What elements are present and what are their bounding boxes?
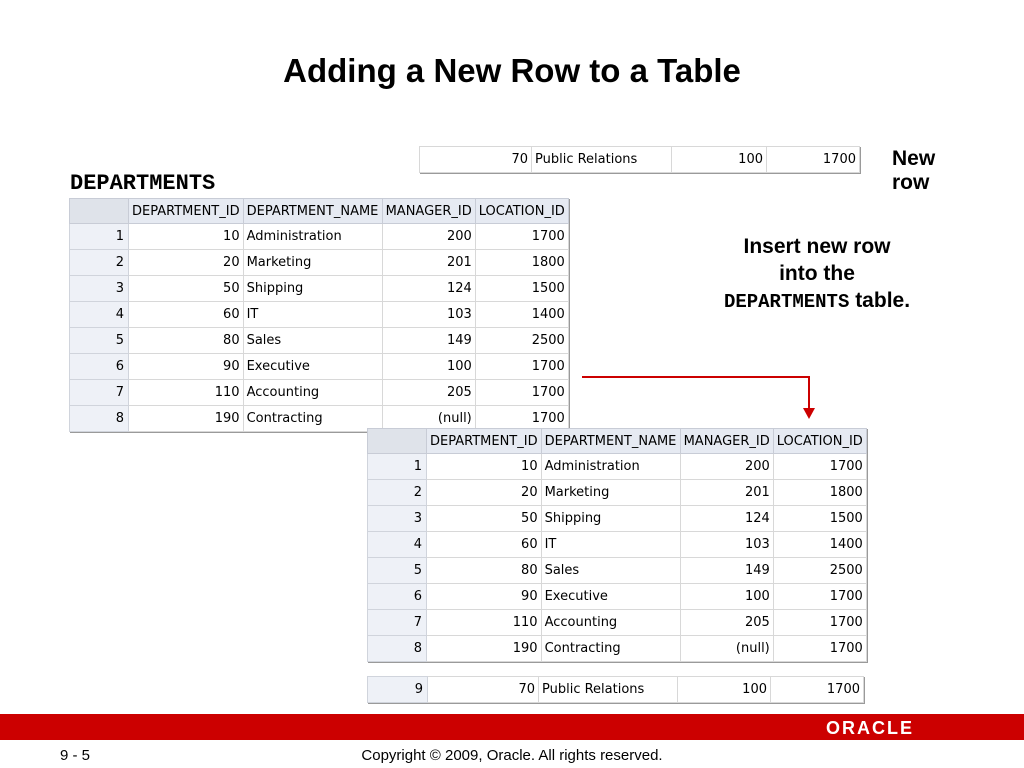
cell-manager-id: 100 xyxy=(672,147,767,173)
cell-location-id: 1800 xyxy=(773,480,866,506)
cell-department-id: 10 xyxy=(427,454,542,480)
footer-bar xyxy=(0,714,1024,740)
cell-department-id: 20 xyxy=(427,480,542,506)
row-number: 3 xyxy=(70,276,129,302)
cell-department-id: 70 xyxy=(428,677,539,703)
cell-department-id: 20 xyxy=(129,250,244,276)
cell-location-id: 1800 xyxy=(475,250,568,276)
cell-location-id: 1700 xyxy=(475,354,568,380)
cell-department-name: Shipping xyxy=(243,276,382,302)
cell-location-id: 1700 xyxy=(475,224,568,250)
cell-department-id: 10 xyxy=(129,224,244,250)
cell-department-name: Public Relations xyxy=(532,147,672,173)
cell-department-id: 190 xyxy=(129,406,244,432)
col-header-department-name: DEPARTMENT_NAME xyxy=(243,199,382,224)
cell-manager-id: 103 xyxy=(680,532,773,558)
row-number: 2 xyxy=(70,250,129,276)
cell-department-name: Administration xyxy=(243,224,382,250)
cell-manager-id: 124 xyxy=(382,276,475,302)
cell-location-id: 1700 xyxy=(771,677,864,703)
cell-manager-id: 100 xyxy=(680,584,773,610)
row-number: 1 xyxy=(70,224,129,250)
cell-department-name: Administration xyxy=(541,454,680,480)
cell-manager-id: 205 xyxy=(382,380,475,406)
row-number: 1 xyxy=(368,454,427,480)
new-row-label-line1: New xyxy=(892,147,936,170)
cell-department-name: Accounting xyxy=(541,610,680,636)
cell-department-name: IT xyxy=(243,302,382,328)
cell-department-id: 90 xyxy=(129,354,244,380)
cell-manager-id: 200 xyxy=(680,454,773,480)
cell-department-id: 80 xyxy=(129,328,244,354)
cell-location-id: 1400 xyxy=(475,302,568,328)
cell-location-id: 1700 xyxy=(475,380,568,406)
col-header-department-name: DEPARTMENT_NAME xyxy=(541,429,680,454)
cell-department-name: Marketing xyxy=(243,250,382,276)
col-header-manager-id: MANAGER_ID xyxy=(680,429,773,454)
row-number: 8 xyxy=(368,636,427,662)
cell-department-name: Marketing xyxy=(541,480,680,506)
cell-department-id: 60 xyxy=(427,532,542,558)
col-header-department-id: DEPARTMENT_ID xyxy=(129,199,244,224)
cell-department-id: 80 xyxy=(427,558,542,584)
insert-note-line2: into the xyxy=(779,262,855,285)
cell-location-id: 1700 xyxy=(773,636,866,662)
departments-label: DEPARTMENTS xyxy=(70,171,216,196)
cell-location-id: 1700 xyxy=(773,454,866,480)
cell-department-name: Executive xyxy=(541,584,680,610)
cell-location-id: 2500 xyxy=(773,558,866,584)
cell-department-name: Executive xyxy=(243,354,382,380)
cell-manager-id: (null) xyxy=(680,636,773,662)
cell-department-id: 50 xyxy=(129,276,244,302)
insert-note-suffix: table. xyxy=(849,289,911,312)
row-number: 5 xyxy=(70,328,129,354)
cell-department-id: 90 xyxy=(427,584,542,610)
cell-department-id: 60 xyxy=(129,302,244,328)
row-number: 2 xyxy=(368,480,427,506)
cell-department-name: Contracting xyxy=(243,406,382,432)
cell-department-id: 190 xyxy=(427,636,542,662)
col-header-manager-id: MANAGER_ID xyxy=(382,199,475,224)
col-header-location-id: LOCATION_ID xyxy=(475,199,568,224)
cell-manager-id: 205 xyxy=(680,610,773,636)
cell-manager-id: 201 xyxy=(382,250,475,276)
insert-note-table-name: DEPARTMENTS xyxy=(723,291,850,313)
row-number: 4 xyxy=(368,532,427,558)
cell-department-name: IT xyxy=(541,532,680,558)
cell-department-name: Public Relations xyxy=(539,677,678,703)
row-number: 4 xyxy=(70,302,129,328)
col-header-department-id: DEPARTMENT_ID xyxy=(427,429,542,454)
row-number: 5 xyxy=(368,558,427,584)
cell-manager-id: 149 xyxy=(382,328,475,354)
row-number: 6 xyxy=(70,354,129,380)
cell-location-id: 1500 xyxy=(773,506,866,532)
row-number: 9 xyxy=(368,677,428,703)
cell-department-id: 110 xyxy=(427,610,542,636)
cell-location-id: 1700 xyxy=(475,406,568,432)
cell-department-name: Sales xyxy=(541,558,680,584)
cell-location-id: 1500 xyxy=(475,276,568,302)
row-number: 8 xyxy=(70,406,129,432)
copyright: Copyright © 2009, Oracle. All rights reserved. xyxy=(361,747,663,764)
cell-department-name: Contracting xyxy=(541,636,680,662)
row-number: 7 xyxy=(70,380,129,406)
insert-note-line1: Insert new row xyxy=(743,235,891,258)
row-number: 3 xyxy=(368,506,427,532)
cell-manager-id: 103 xyxy=(382,302,475,328)
row-number: 6 xyxy=(368,584,427,610)
cell-manager-id: 201 xyxy=(680,480,773,506)
oracle-logo: ORACLE xyxy=(826,718,914,738)
new-row-label-line2: row xyxy=(892,171,930,194)
cell-department-id: 70 xyxy=(420,147,532,173)
page-number: 9 - 5 xyxy=(60,747,91,764)
cell-location-id: 1700 xyxy=(767,147,860,173)
cell-manager-id: (null) xyxy=(382,406,475,432)
cell-location-id: 1700 xyxy=(773,584,866,610)
cell-manager-id: 200 xyxy=(382,224,475,250)
cell-manager-id: 124 xyxy=(680,506,773,532)
cell-department-id: 50 xyxy=(427,506,542,532)
col-header-location-id: LOCATION_ID xyxy=(773,429,866,454)
cell-department-name: Accounting xyxy=(243,380,382,406)
slide-title: Adding a New Row to a Table xyxy=(283,52,741,89)
cell-location-id: 1700 xyxy=(773,610,866,636)
cell-manager-id: 100 xyxy=(382,354,475,380)
cell-location-id: 1400 xyxy=(773,532,866,558)
cell-department-id: 110 xyxy=(129,380,244,406)
cell-department-name: Shipping xyxy=(541,506,680,532)
cell-manager-id: 149 xyxy=(680,558,773,584)
cell-manager-id: 100 xyxy=(678,677,771,703)
cell-department-name: Sales xyxy=(243,328,382,354)
row-number: 7 xyxy=(368,610,427,636)
cell-location-id: 2500 xyxy=(475,328,568,354)
